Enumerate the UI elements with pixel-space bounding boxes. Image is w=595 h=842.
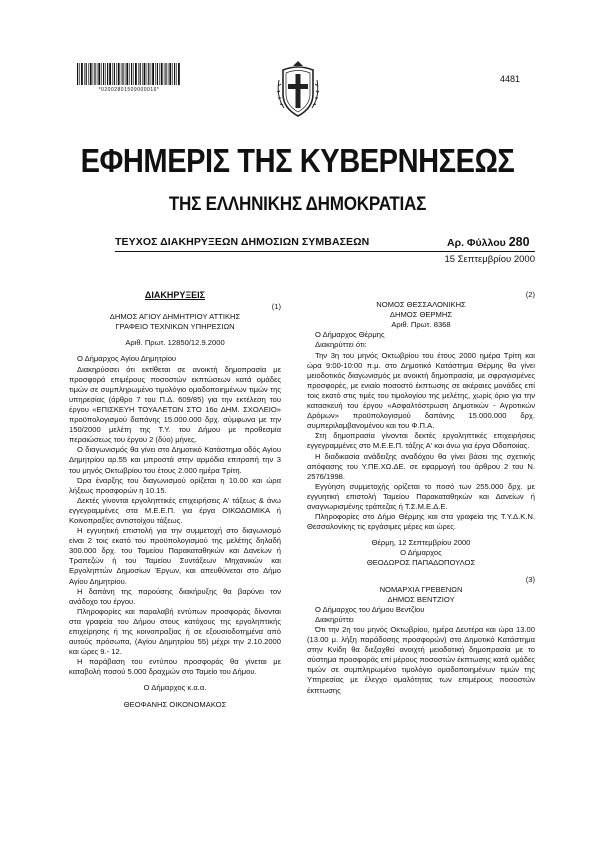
notice-number: (3) — [525, 574, 535, 584]
paragraph: Η διαδικασία ανάδειξης αναδόχου θα γίνει βάσει της σχετικής απόφασης του Υ.ΠΕ.ΧΩ.ΔΕ. σε εφαρμογή του άρθρου 2 του Ν. 2576/1998. — [307, 451, 535, 481]
paragraph: Διακηρύσσει ότι εκτίθεται σε ανοικτή δημοπρασία με προσφορά επιμέρους ποσοστών εκπτώσεων κατά ομάδες τιμών σε συμπληρωμένο τιμολόγιο ομαδοποιημένων τιμών της υπηρεσίας (άρθρο 7 του Π.Δ. 609/85) για την εκτέλεση του έργου «ΕΠΙΣΚΕΥΗ ΤΟΥΑΛΕΤΩΝ ΣΤΟ 16ο ΔΗΜ. ΣΧΟΛΕΙΟ» προϋπολογισμού δαπάνης 15.000.000 δρχ. σύμφωνα με την 150/2000 μελέτη της Τ.Υ. του Δήμου με προθεσμία περαιώσεως του έργου 2 (δύο) μήνες. — [69, 364, 281, 445]
sheet-number: 280 — [508, 235, 530, 249]
notice-number: (2) — [525, 290, 535, 299]
signoff-title: Ο Δήμαρχος — [400, 548, 442, 558]
paragraph: Η εγγυητική επιστολή για την συμμετοχή στο διαγωνισμό είναι 2 τοις εκατό του προϋπολογισμού της μελέτης δηλαδή 300.000 δρχ. του Ταμείου Παρακαταθηκών και Δανείων ή Τραπεζών ή του Ταμείου Συντάξεων Μηχανικών και Εργοληπτών Δημοσίων Έργων, και απευθύνεται στο Δήμο Αγίου Δημητρίου. — [69, 526, 281, 586]
paragraph: Πληροφορίες και παραλαβή εντύπων προσφοράς δίνονται στα γραφεία του Δήμου στους κατόχους της εργοληπτικής επιχείρησης ή της κοινοπραξίας ή σε εξουσιοδοτημένα από αυτούς πρόσωπα, (Αγίου Δημητρίου 55) μέχρι την 2.10.2000 και ώρες 9.- 12. — [69, 606, 281, 657]
paragraph: Ο Δήμαρχος του Δήμου Βεντζίου — [315, 604, 425, 614]
left-column — [69, 290, 281, 710]
paragraph: Η παράβαση του εντύπου προσφοράς θα γίνεται με καταβολή ποσού 5.000 δραχμών στο Ταμείο του Δήμου. — [69, 657, 281, 677]
notice-ref: Αριθ. Πρωτ. 12850/12.9.2000 — [125, 338, 225, 348]
notice-office: ΔΗΜΟΣ ΒΕΝΤΖΙΟΥ — [387, 594, 455, 604]
paragraph: Διακηρύττει ότι: — [315, 340, 367, 350]
paragraph: Την 3η του μηνός Οκτωβρίου του έτους 2000 ημέρα Τρίτη και ώρα 9:00-10:00 π.μ. στο Δημοτικό Κατάστημα Θέρμης θα γίνει μειοδοτικός διαγωνισμός με ανοικτή δημοπρασία, με σφραγισμένες προσφορές, με ενιαίο ποσοστό έκπτωσης σε ακέραιες μονάδες επί τοις εκατό στις τιμές του τιμολογίου της μελέτης, χωρίς όριο για την κατασκευή του έργου «Ασφαλτόστρωση Δημοτικών - Αγροτικών Δρόμων» προϋπολογισμού δαπάνης 15.000.000 δρχ. συμπεριλαμβανομένου και του Φ.Π.Α. — [307, 350, 535, 431]
place-date: Θέρμη, 12 Σεπτεμβρίου 2000 — [371, 538, 471, 548]
notice-ref: Αριθ. Πρωτ. 8368 — [391, 320, 451, 330]
paragraph: Διακηρύττει — [315, 614, 354, 624]
issue-date: 15 Σεπτεμβρίου 2000 — [444, 254, 535, 265]
page-number: 4481 — [500, 74, 521, 84]
paragraph: Στη δημοπρασία γίνονται δεκτές εργοληπτικές επιχειρήσεις εγγεγραμμένες στο Μ.Ε.Ε.Π. τάξης Α' και άνω για έργα Οδοποιίας. — [307, 431, 535, 451]
barcode — [77, 63, 181, 85]
signoff-title: Ο Δήμαρχος κ.α.α. — [143, 683, 207, 693]
gazette-title: ΕΦΗΜΕΡΙΣ ΤΗΣ ΚΥΒΕΡΝΗΣΕΩΣ — [80, 142, 515, 179]
notice-office: ΔΗΜΟΣ ΘΕΡΜΗΣ — [389, 310, 453, 320]
notice-number: (1) — [271, 302, 281, 312]
paragraph: Ο διαγωνισμός θα γίνει στο Δημοτικό Κατάστημα οδός Αγίου Δημητρίου αρ.55 και μπροστά στην αρμόδια επιτροπή την 3 του μηνός Οκτωβρίου του έτους 2.000 ημέρα Τρίτη. — [69, 445, 281, 475]
coat-of-arms-icon — [274, 60, 322, 120]
signoff-name: ΘΕΟΔΩΡΟΣ ΠΑΠΑΔΟΠΟΥΛΟΣ — [366, 558, 476, 568]
sheet-info — [447, 235, 530, 249]
paragraph: Η δαπάνη της παρούσης διακήρυξης θα βαρύνει τον ανάδοχο του έργου. — [69, 586, 281, 606]
section-heading: ΔΙΑΚΗΡΥΞΕΙΣ — [144, 290, 206, 300]
issue-type: ΤΕΥΧΟΣ ΔΙΑΚΗΡΥΞΕΩΝ ΔΗΜΟΣΙΩΝ ΣΥΜΒΑΣΕΩΝ — [115, 236, 370, 248]
paragraph: Ώρα έναρξης του διαγωνισμού ορίζεται η 10.00 και ώρα λήξεως προσφορών η 10.15. — [69, 475, 281, 495]
paragraph: Ο Δήμαρχος Αγίου Δημητρίου — [77, 354, 177, 364]
notice-org: ΝΟΜΑΡΧΙΑ ΓΡΕΒΕΝΩΝ — [379, 584, 463, 594]
paragraph: Ο Δήμαρχος Θέρμης — [315, 330, 385, 340]
sheet-label: Αρ. Φύλλου — [447, 237, 506, 249]
gazette-subtitle: ΤΗΣ ΕΛΛΗΝΙΚΗΣ ΔΗΜΟΚΡΑΤΙΑΣ — [168, 194, 427, 215]
signoff-name: ΘΕΟΦΑΝΗΣ ΟΙΚΟΝΟΜΑΚΟΣ — [123, 699, 227, 709]
right-column — [307, 290, 535, 696]
header-rule — [115, 251, 535, 252]
notice-office: ΓΡΑΦΕΙΟ ΤΕΧΝΙΚΩΝ ΥΠΗΡΕΣΙΩΝ — [115, 322, 235, 332]
notice-org: ΝΟΜΟΣ ΘΕΣΣΑΛΟΝΙΚΗΣ — [376, 300, 466, 310]
notice-org: ΔΗΜΟΣ ΑΓΙΟΥ ΔΗΜΗΤΡΙΟΥ ΑΤΤΙΚΗΣ — [109, 312, 241, 322]
paragraph: Πληροφορίες στο Δήμο Θέρμης και στα γραφεία της Τ.Υ.Δ.Κ.Ν. Θεσσαλονίκης τις εργάσιμες μέρες και ώρες. — [307, 512, 535, 532]
paragraph: Δεκτές γίνονται εργοληπτικές επιχειρήσεις Α' τάξεως & άνω εγγεγραμμένες στα Μ.Ε.Ε.Π. για έργα ΟΙΚΟΔΟΜΙΚΑ ή Κοινοπραξίες αντιστοίχου τάξεως. — [69, 495, 281, 525]
paragraph: Εγγύηση συμμετοχής ορίζεται το ποσό των 255.000 δρχ. με εγγυητική επιστολή Ταμείου Παρακαταθηκών και Δανείων ή αναγνωρισμένης τράπεζας ή Τ.Σ.Μ.Ε.Δ.Ε. — [307, 481, 535, 511]
paragraph: Ότι την 2η του μηνός Οκτωβρίου, ημέρα Δευτέρα και ώρα 13.00 (13.00 μ. λήξη παράδοσης προσφορών) στο Δημοτικό Κατάστημα στην Κνίδη θα διεξαχθεί ανοιχτή μειοδοτική δημοπρασία με το σύστημα προσφοράς επί μέρους ποσοστών έκπτωσης κατά ομάδες τιμών σε συμπληρωμένο τιμολόγιο ομαδοποιημένων τιμών της Υπηρεσίας με έλεγχο ομαλότητας των επιμέρους ποσοστών έκπτωσης — [307, 625, 535, 695]
barcode-number: *02002801509000016* — [98, 87, 160, 93]
